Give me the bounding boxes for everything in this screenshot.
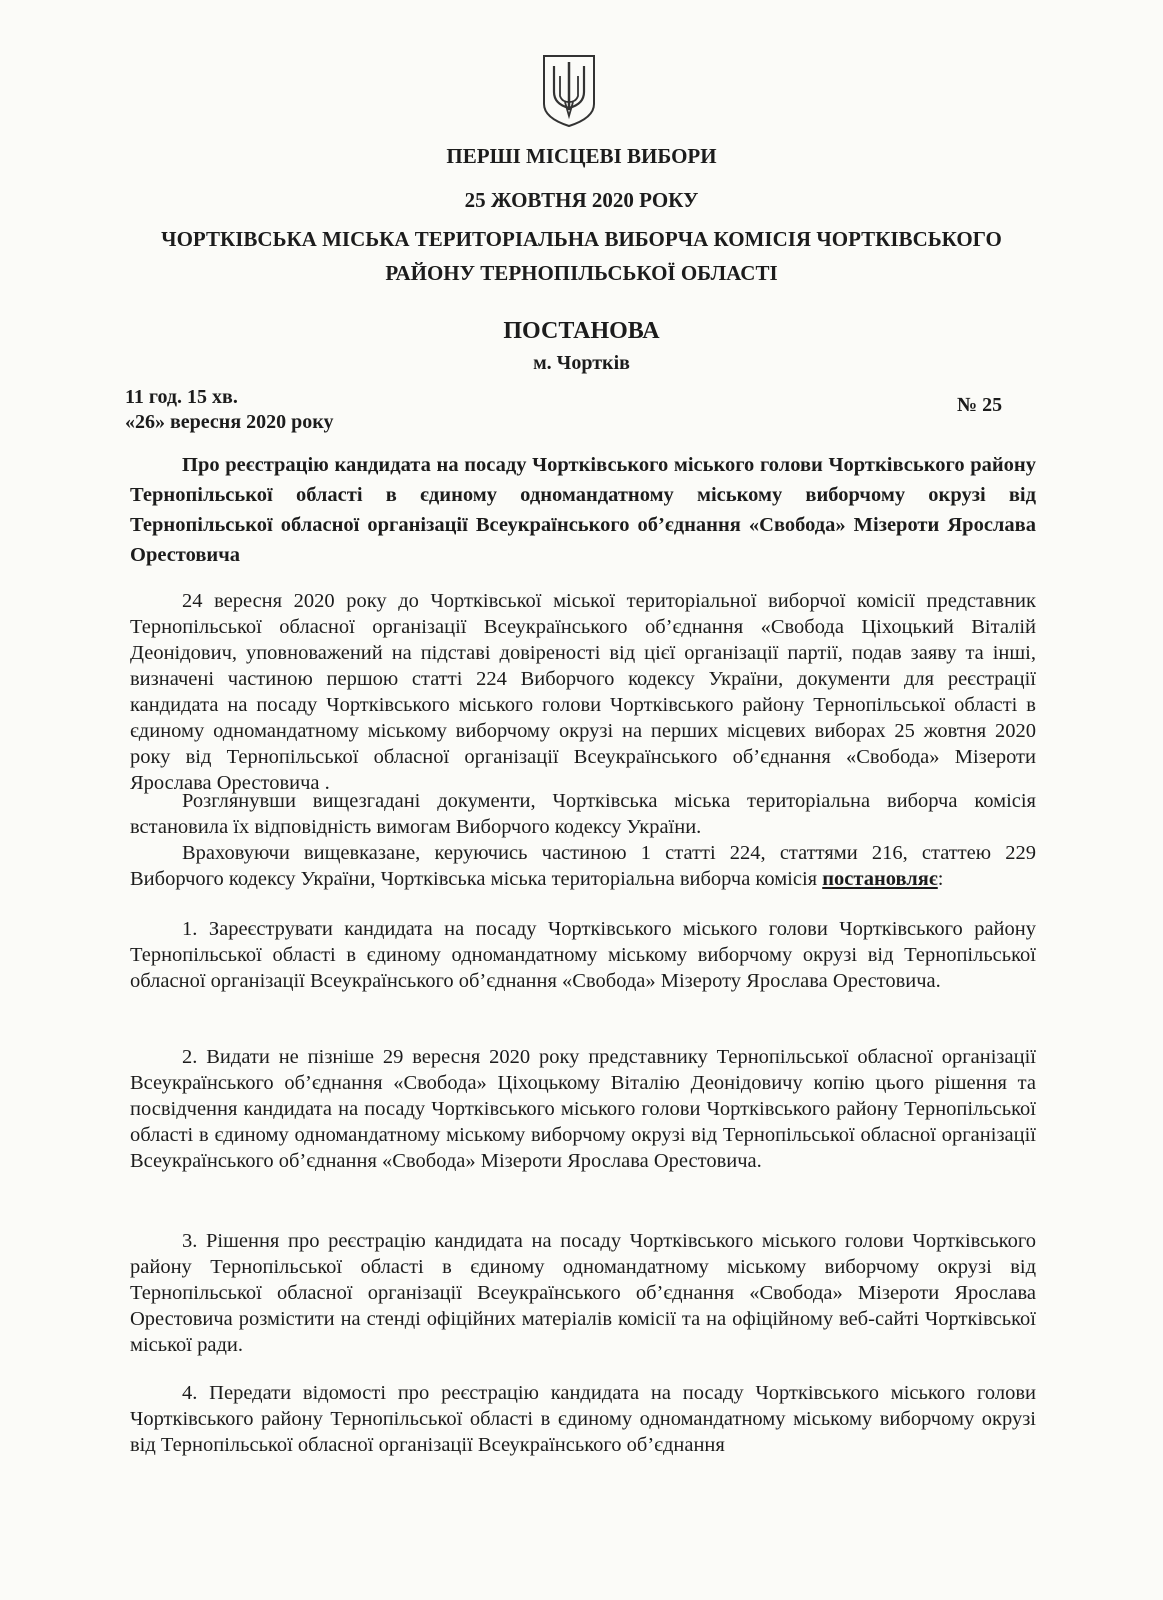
document-number: № 25 — [957, 394, 1003, 416]
trident-emblem-icon — [540, 52, 598, 128]
paragraph-1: 24 вересня 2020 року до Чортківської міської територіальної виборчої комісії представник Тернопільської обласної організації Всеукраїнського об’єднання «Свобода Ціхоцький Віталій Деонідович, уповноважений на підставі довіреності від цієї організації партії, подав заяву та інші, визначені частиною першою статті 224 Виборчого кодексу України, документи для реєстрації кандидата на посаду Чортківського міського голови Чортківського району Тернопільської області в єдиному одномандатному міському виборчому окрузі на перших місцевих виборах 25 жовтня 2020 року від Тернопільської обласної організації Всеукраїнського об’єднання «Свобода» Мізероти Ярослава Орестовича . — [130, 590, 1036, 794]
resolution-item-4: 4. Передати відомості про реєстрацію кандидата на посаду Чортківського міського голови Чортківського району Тернопільської області в єдиному одномандатному міському виборчому окрузі від Тернопільської обласної організації Всеукраїнського об’єднання — [130, 1382, 1036, 1456]
resolution-item-1: 1. Зареєструвати кандидата на посаду Чортківського міського голови Чортківського району Тернопільської області в єдиному одномандатному міському виборчому окрузі від Тернопільської обласної організації Всеукраїнського об’єднання «Свобода» Мізероту Ярослава Орестовича. — [130, 918, 1036, 992]
resolution-item-3: 3. Рішення про реєстрацію кандидата на посаду Чортківського міського голови Чортківського району Тернопільської області в єдиному одномандатному міському виборчому окрузі від Тернопільської обласної організації Всеукраїнського об’єднання «Свобода» Мізероти Ярослава Орестовича розмістити на стенді офіційних матеріалів комісії та на офіційному веб-сайті Чортківської міської ради. — [130, 1230, 1036, 1356]
commission-name — [0, 222, 1163, 290]
paragraph-3-end: : — [937, 868, 944, 890]
resolution-item-2: 2. Видати не пізніше 29 вересня 2020 року представнику Тернопільської обласної організації Всеукраїнського об’єднання «Свобода» Ціхоцькому Віталію Деонідовичу копію цього рішення та посвідчення кандидата на посаду Чортківського міського голови Чортківського району Тернопільської області в єдиному одномандатному міському виборчому окрузі від Тернопільської обласної організації Всеукраїнського об’єднання «Свобода» Мізероти Ярослава Орестовича. — [130, 1046, 1036, 1172]
paragraph-3 — [130, 840, 1036, 892]
paragraph-2: Розглянувши вищезгадані документи, Чортківська міська територіальна виборча комісія встановила їх відповідність вимогам Виборчого кодексу України. — [130, 790, 1036, 838]
document-type: ПОСТАНОВА — [503, 318, 660, 344]
election-title: ПЕРШІ МІСЦЕВІ ВИБОРИ — [446, 144, 717, 168]
document-time: 11 год. 15 хв. — [125, 386, 238, 408]
commission-name-text: ЧОРТКІВСЬКА МІСЬКА ТЕРИТОРІАЛЬНА ВИБОРЧА КОМІСІЯ ЧОРТКІВСЬКОГО РАЙОНУ ТЕРНОПІЛЬСЬКОЇ ОБЛАСТІ — [161, 227, 1002, 285]
document-city: м. Чортків — [533, 352, 630, 374]
document-date: «26» вересня 2020 року — [125, 411, 334, 433]
paragraph-3-text: Враховуючи вищевказане, керуючись частиною 1 статті 224, статтями 216, статтею 229 Виборчого кодексу України, Чортківська міська територіальна виборча комісія — [130, 842, 1036, 890]
document-subject: Про реєстрацію кандидата на посаду Чортківського міського голови Чортківського району Тернопільської області в єдиному одномандатному міському виборчому окрузі від Тернопільської обласної організації Всеукраїнського об’єднання «Свобода» Мізероти Ярослава Орестовича — [130, 454, 1036, 566]
election-date: 25 ЖОВТНЯ 2020 РОКУ — [464, 188, 699, 212]
resolution-keyword: постановляє — [822, 868, 938, 890]
